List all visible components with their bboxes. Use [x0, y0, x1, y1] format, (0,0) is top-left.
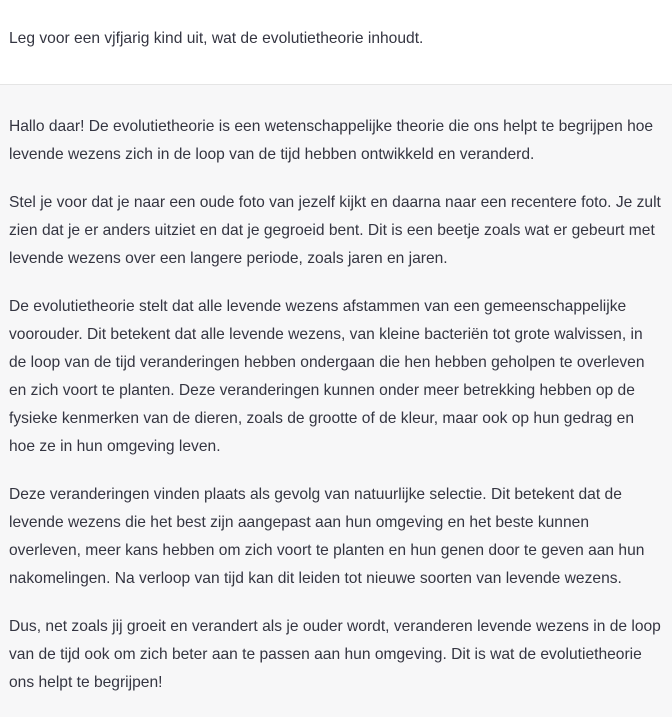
- assistant-paragraph-5: Dus, net zoals jij groeit en verandert als je ouder wordt, veranderen levende wezens in de loop van de tijd ook om zich beter aan te passen aan hun omgeving. Dit is wat de evolutietheorie ons helpt te begrijpen!: [9, 618, 661, 691]
- assistant-paragraph-3: De evolutietheorie stelt dat alle levende wezens afstammen van een gemeenschappelijke voorouder. Dit betekent dat alle levende wezens, van kleine bacteriën tot grote walvissen, in de loop van de tijd veranderingen hebben ondergaan die hen hebben geholpen te overleven en zich voort te planten. Deze veranderingen kunnen onder meer betrekking hebben op de fysieke kenmerken van de dieren, zoals de grootte of de kleur, maar ook op hun gedrag en hoe ze in hun omgeving leven.: [9, 298, 645, 455]
- user-message-text: Leg voor een vjfjarig kind uit, wat de evolutietheorie inhoudt.: [9, 30, 424, 47]
- assistant-paragraph-4: Deze veranderingen vinden plaats als gevolg van natuurlijke selectie. Dit betekent dat de levende wezens die het best zijn aangepast aan hun omgeving en het beste kunnen overleven, meer kans hebben om zich voort te planten en hun genen door te geven aan hun nakomelingen. Na verloop van tijd kan dit leiden tot nieuwe soorten van levende wezens.: [9, 486, 645, 587]
- assistant-paragraph-2: Stel je voor dat je naar een oude foto van jezelf kijkt en daarna naar een recentere foto. Je zult zien dat je er anders uitziet en dat je gegroeid bent. Dit is een beetje zoals wat er gebeurt met levende wezens over een langere periode, zoals jaren en jaren.: [9, 194, 661, 267]
- assistant-message: [0, 85, 672, 717]
- assistant-paragraph-1: Hallo daar! De evolutietheorie is een wetenschappelijke theorie die ons helpt te begrijpen hoe levende wezens zich in de loop van de tijd hebben ontwikkeld en veranderd.: [9, 118, 654, 163]
- user-message: [0, 0, 672, 85]
